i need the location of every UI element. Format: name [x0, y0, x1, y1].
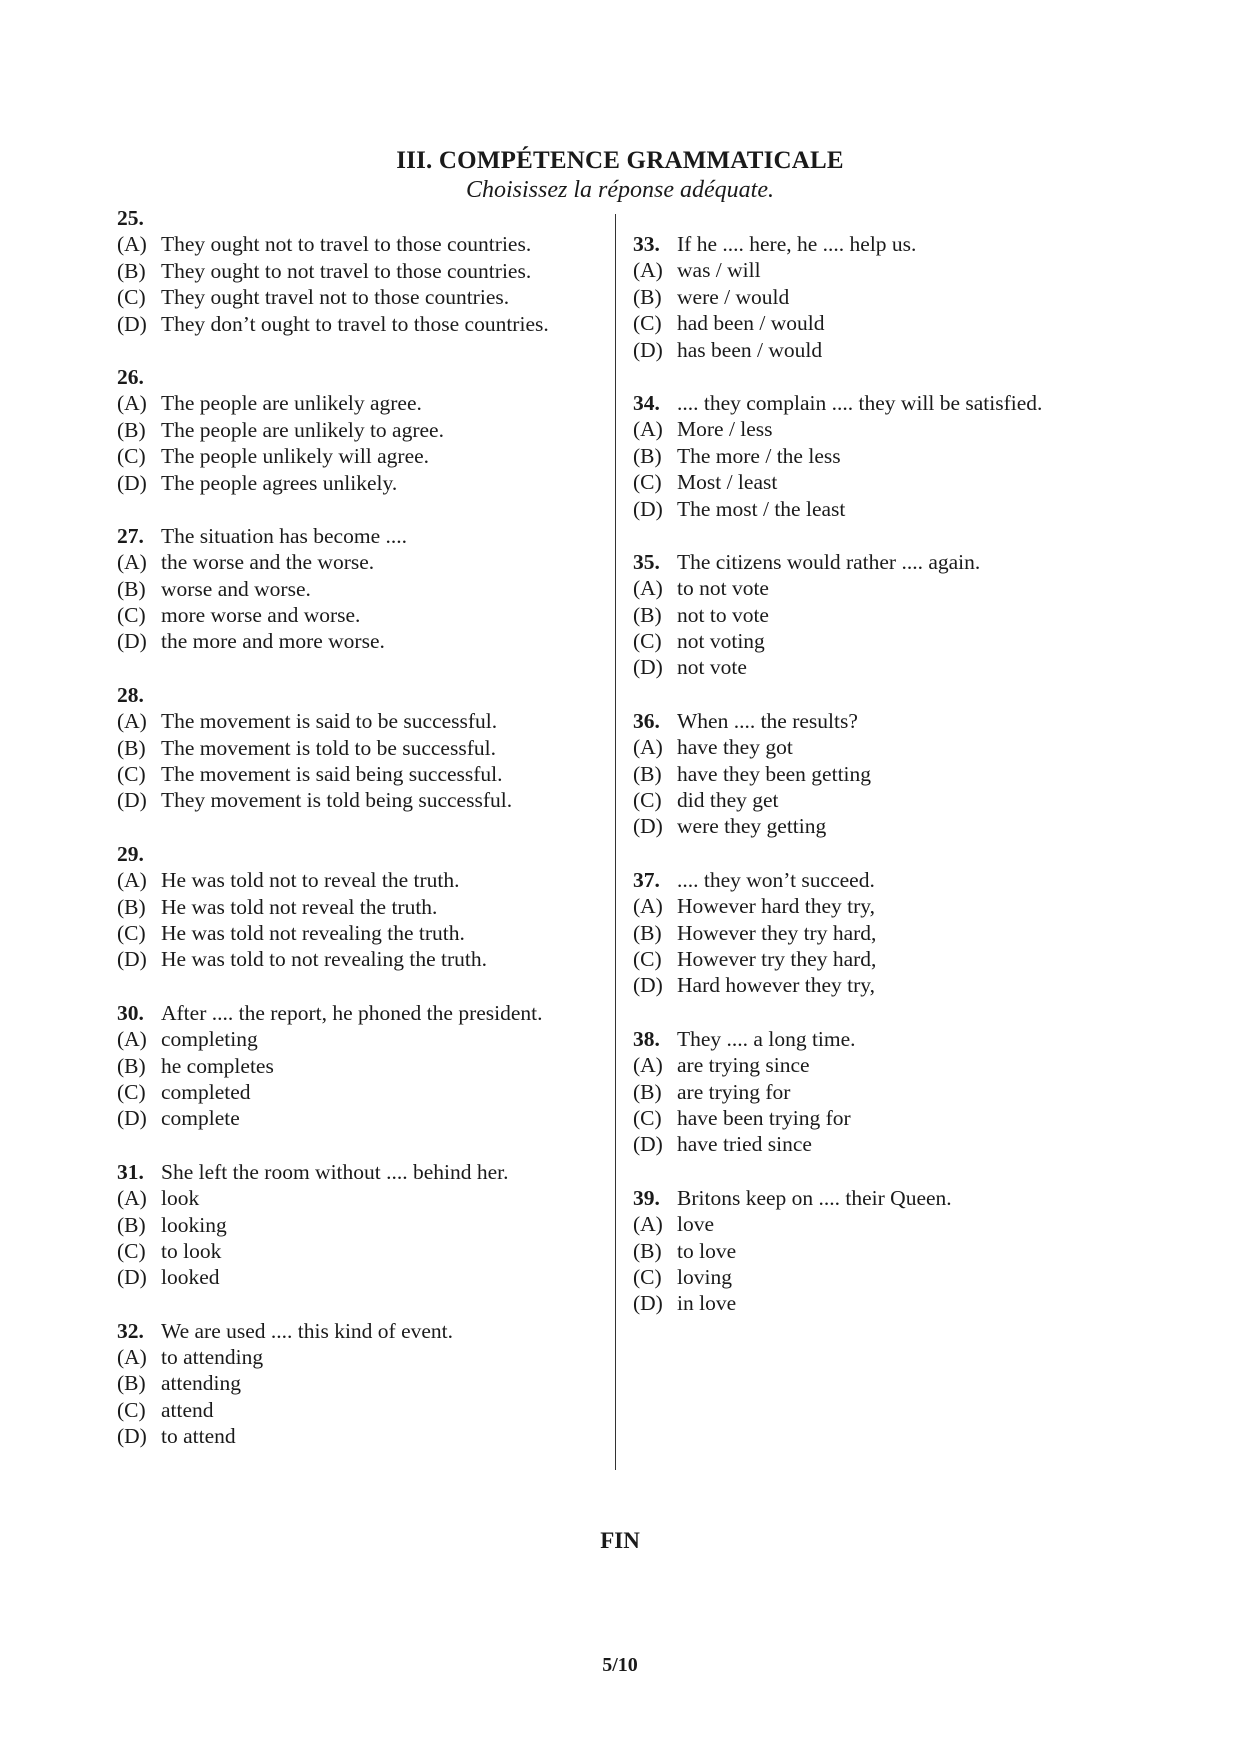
question-text: Britons keep on .... their Queen.: [677, 1185, 952, 1210]
question-stem: [633, 867, 1113, 893]
option-text: He was told to not revealing the truth.: [161, 947, 488, 972]
option-text: were / would: [677, 284, 790, 309]
answer-option: [117, 735, 617, 761]
answer-option: [117, 894, 617, 920]
answer-option: [117, 920, 617, 946]
option-letter: (B): [117, 1371, 146, 1396]
answer-option: [633, 1290, 1113, 1316]
section-instruction: Choisissez la réponse adéquate.: [466, 177, 774, 203]
question-stem: [633, 1185, 1113, 1211]
answer-option: [117, 1344, 617, 1370]
answer-option: [633, 734, 1113, 760]
answer-option: [117, 867, 617, 893]
question-number: 33.: [633, 232, 660, 256]
question-text: The situation has become ....: [161, 523, 407, 548]
option-text: have they got: [677, 735, 793, 760]
answer-option: [117, 390, 617, 416]
answer-option: [633, 1211, 1113, 1237]
answer-option: [117, 231, 617, 257]
answer-option: [117, 1238, 617, 1264]
option-text: not vote: [677, 655, 747, 680]
option-letter: (C): [117, 1079, 146, 1104]
option-letter: (B): [117, 1212, 146, 1237]
option-letter: (D): [633, 337, 663, 362]
option-text: to love: [677, 1238, 737, 1263]
option-text: They movement is told being successful.: [161, 788, 513, 813]
question-number: 31.: [117, 1159, 144, 1184]
question-number: 38.: [633, 1026, 660, 1051]
answer-option: [117, 628, 617, 654]
option-text: The more / the less: [677, 443, 841, 468]
answer-option: [117, 311, 617, 337]
answer-option: [117, 1264, 617, 1290]
question-27: [117, 523, 617, 655]
option-letter: (D): [117, 947, 147, 972]
option-text: Most / least: [677, 470, 778, 495]
option-text: He was told not reveal the truth.: [161, 894, 438, 919]
answer-option: [117, 787, 617, 813]
column-divider: [615, 214, 616, 1470]
question-number: 32.: [117, 1318, 144, 1343]
answer-option: [633, 1264, 1113, 1290]
answer-option: [633, 761, 1113, 787]
option-text: The people agrees unlikely.: [161, 470, 398, 495]
question-stem: [117, 205, 617, 231]
option-letter: (B): [633, 284, 662, 309]
question-text: When .... the results?: [677, 708, 858, 733]
question-number: 34.: [633, 390, 660, 415]
question-stem: [117, 1318, 617, 1344]
option-text: Hard however they try,: [677, 973, 876, 998]
option-letter: (B): [117, 894, 146, 919]
answer-option: [633, 337, 1113, 363]
answer-option: [117, 1053, 617, 1079]
question-33: [633, 231, 1113, 363]
option-text: They ought travel not to those countries.: [161, 285, 510, 310]
answer-option: [117, 602, 617, 628]
option-letter: (C): [117, 603, 146, 628]
option-letter: (A): [117, 391, 147, 416]
option-letter: (B): [117, 735, 146, 760]
question-stem: [117, 523, 617, 549]
question-number: 37.: [633, 867, 660, 892]
section-title: III. COMPÉTENCE GRAMMATICALE: [396, 147, 844, 174]
question-text: After .... the report, he phoned the president.: [161, 1000, 543, 1025]
question-31: [117, 1159, 617, 1291]
option-text: to not vote: [677, 576, 769, 601]
question-text: If he .... here, he .... help us.: [677, 232, 917, 256]
option-text: had been / would: [677, 311, 825, 336]
option-letter: (C): [633, 629, 662, 654]
question-stem: [117, 1000, 617, 1026]
answer-option: [633, 496, 1113, 522]
answer-option: [117, 1397, 617, 1423]
option-text: the more and more worse.: [161, 629, 385, 654]
answer-option: [117, 1185, 617, 1211]
answer-option: [117, 1212, 617, 1238]
question-text: .... they won’t succeed.: [677, 867, 875, 892]
option-letter: (D): [117, 470, 147, 495]
left-question-column: [117, 205, 617, 1477]
question-30: [117, 1000, 617, 1132]
option-text: to attending: [161, 1345, 264, 1370]
answer-option: [633, 1105, 1113, 1131]
option-text: are trying for: [677, 1079, 791, 1104]
question-text: She left the room without .... behind her.: [161, 1159, 509, 1184]
answer-option: [633, 813, 1113, 839]
option-text: However try they hard,: [677, 946, 877, 971]
option-letter: (D): [633, 1291, 663, 1316]
option-letter: (B): [117, 417, 146, 442]
option-text: completing: [161, 1027, 258, 1052]
option-letter: (A): [117, 868, 147, 893]
option-text: The movement is said being successful.: [161, 762, 503, 787]
question-35: [633, 549, 1113, 681]
answer-option: [117, 284, 617, 310]
option-text: have been trying for: [677, 1105, 851, 1130]
option-text: attending: [161, 1371, 242, 1396]
question-number: 30.: [117, 1000, 144, 1025]
option-text: he completes: [161, 1053, 274, 1078]
option-text: to look: [161, 1238, 222, 1263]
answer-option: [117, 549, 617, 575]
question-stem: [633, 1026, 1113, 1052]
question-stem: [633, 231, 1113, 257]
option-text: However hard they try,: [677, 894, 876, 919]
option-text: The people are unlikely to agree.: [161, 417, 444, 442]
answer-option: [633, 1079, 1113, 1105]
question-38: [633, 1026, 1113, 1158]
option-letter: (D): [117, 1106, 147, 1131]
question-stem: [117, 682, 617, 708]
option-text: loving: [677, 1264, 732, 1289]
answer-option: [633, 602, 1113, 628]
answer-option: [117, 708, 617, 734]
option-letter: (D): [117, 788, 147, 813]
option-letter: (C): [117, 444, 146, 469]
question-number: 26.: [117, 364, 144, 389]
option-text: in love: [677, 1291, 737, 1316]
option-text: They ought not to travel to those countries.: [161, 232, 532, 257]
answer-option: [117, 946, 617, 972]
answer-option: [633, 310, 1113, 336]
answer-option: [633, 946, 1113, 972]
answer-option: [633, 972, 1113, 998]
option-letter: (C): [633, 1105, 662, 1130]
option-text: more worse and worse.: [161, 603, 361, 628]
option-letter: (A): [117, 709, 147, 734]
option-text: look: [161, 1186, 200, 1211]
option-text: completed: [161, 1079, 251, 1104]
answer-option: [633, 1238, 1113, 1264]
option-letter: (A): [117, 1027, 147, 1052]
option-letter: (A): [633, 735, 663, 760]
answer-option: [633, 416, 1113, 442]
option-letter: (C): [117, 285, 146, 310]
question-text: We are used .... this kind of event.: [161, 1318, 454, 1343]
option-letter: (D): [633, 655, 663, 680]
answer-option: [633, 1052, 1113, 1078]
option-letter: (B): [117, 576, 146, 601]
option-letter: (B): [633, 920, 662, 945]
question-number: 35.: [633, 549, 660, 574]
question-number: 25.: [117, 206, 144, 230]
option-letter: (C): [633, 311, 662, 336]
option-letter: (C): [117, 1238, 146, 1263]
question-stem: [117, 364, 617, 390]
question-29: [117, 841, 617, 973]
option-letter: (B): [117, 258, 146, 283]
page-number: 5/10: [602, 1654, 638, 1676]
option-letter: (B): [633, 443, 662, 468]
question-stem: [633, 390, 1113, 416]
option-text: has been / would: [677, 337, 823, 362]
question-36: [633, 708, 1113, 840]
option-text: He was told not to reveal the truth.: [161, 868, 460, 893]
option-letter: (A): [633, 1212, 663, 1237]
question-32: [117, 1318, 617, 1450]
question-text: The citizens would rather .... again.: [677, 549, 981, 574]
option-text: looked: [161, 1265, 220, 1290]
answer-option: [633, 469, 1113, 495]
question-text: .... they complain .... they will be satisfied.: [677, 390, 1043, 415]
option-letter: (D): [117, 1265, 147, 1290]
option-letter: (A): [117, 550, 147, 575]
question-number: 39.: [633, 1185, 660, 1210]
question-number: 28.: [117, 682, 144, 707]
option-letter: (C): [633, 788, 662, 813]
answer-option: [633, 257, 1113, 283]
option-letter: (B): [633, 1238, 662, 1263]
option-text: The movement is said to be successful.: [161, 709, 498, 734]
option-text: the worse and the worse.: [161, 550, 375, 575]
option-letter: (C): [117, 762, 146, 787]
question-26: [117, 364, 617, 496]
question-stem: [117, 841, 617, 867]
option-text: He was told not revealing the truth.: [161, 920, 465, 945]
option-text: looking: [161, 1212, 227, 1237]
question-number: 29.: [117, 841, 144, 866]
option-letter: (C): [633, 946, 662, 971]
answer-option: [117, 470, 617, 496]
answer-option: [117, 1370, 617, 1396]
option-letter: (C): [117, 920, 146, 945]
question-25: [117, 205, 617, 337]
answer-option: [117, 1423, 617, 1449]
option-letter: (A): [117, 232, 147, 257]
question-stem: [633, 549, 1113, 575]
option-letter: (D): [117, 311, 147, 336]
question-28: [117, 682, 617, 814]
question-number: 36.: [633, 708, 660, 733]
option-text: The most / the least: [677, 496, 846, 521]
question-text: They .... a long time.: [677, 1026, 856, 1051]
option-letter: (D): [633, 496, 663, 521]
option-text: The people unlikely will agree.: [161, 444, 430, 469]
answer-option: [633, 628, 1113, 654]
answer-option: [633, 920, 1113, 946]
question-stem: [117, 1159, 617, 1185]
option-letter: (B): [633, 1079, 662, 1104]
option-letter: (D): [633, 1132, 663, 1157]
option-letter: (C): [633, 1264, 662, 1289]
option-text: They ought to not travel to those countries.: [161, 258, 532, 283]
option-letter: (D): [117, 629, 147, 654]
answer-option: [633, 1131, 1113, 1157]
option-text: have tried since: [677, 1132, 812, 1157]
option-letter: (A): [633, 894, 663, 919]
option-text: More / less: [677, 417, 773, 442]
right-question-column: [633, 231, 1113, 1344]
option-text: was / will: [677, 258, 761, 283]
option-text: However they try hard,: [677, 920, 877, 945]
question-number: 27.: [117, 523, 144, 548]
question-37: [633, 867, 1113, 999]
answer-option: [633, 893, 1113, 919]
answer-option: [117, 1026, 617, 1052]
option-letter: (A): [633, 417, 663, 442]
answer-option: [633, 787, 1113, 813]
option-letter: (B): [633, 602, 662, 627]
option-text: worse and worse.: [161, 576, 311, 601]
answer-option: [117, 1079, 617, 1105]
answer-option: [117, 761, 617, 787]
option-text: The movement is told to be successful.: [161, 735, 496, 760]
option-text: not voting: [677, 629, 765, 654]
option-text: not to vote: [677, 602, 769, 627]
answer-option: [633, 654, 1113, 680]
answer-option: [117, 1105, 617, 1131]
option-letter: (D): [633, 814, 663, 839]
option-text: are trying since: [677, 1053, 810, 1078]
option-text: have they been getting: [677, 761, 872, 786]
option-letter: (B): [117, 1053, 146, 1078]
option-letter: (A): [117, 1186, 147, 1211]
option-letter: (A): [633, 258, 663, 283]
option-text: were they getting: [677, 814, 827, 839]
question-stem: [633, 708, 1113, 734]
option-letter: (A): [633, 576, 663, 601]
answer-option: [633, 443, 1113, 469]
answer-option: [117, 576, 617, 602]
question-39: [633, 1185, 1113, 1317]
option-letter: (A): [633, 1053, 663, 1078]
answer-option: [633, 284, 1113, 310]
option-text: attend: [161, 1397, 214, 1422]
option-letter: (C): [633, 470, 662, 495]
end-marker: FIN: [600, 1528, 640, 1553]
question-34: [633, 390, 1113, 522]
option-text: did they get: [677, 788, 779, 813]
option-text: They don’t ought to travel to those countries.: [161, 311, 549, 336]
answer-option: [117, 258, 617, 284]
answer-option: [117, 417, 617, 443]
option-text: to attend: [161, 1424, 236, 1449]
option-letter: (A): [117, 1345, 147, 1370]
option-letter: (D): [633, 973, 663, 998]
option-text: The people are unlikely agree.: [161, 391, 422, 416]
answer-option: [633, 575, 1113, 601]
option-text: complete: [161, 1106, 240, 1131]
option-letter: (C): [117, 1397, 146, 1422]
option-letter: (D): [117, 1424, 147, 1449]
answer-option: [117, 443, 617, 469]
option-letter: (B): [633, 761, 662, 786]
option-text: love: [677, 1212, 715, 1237]
